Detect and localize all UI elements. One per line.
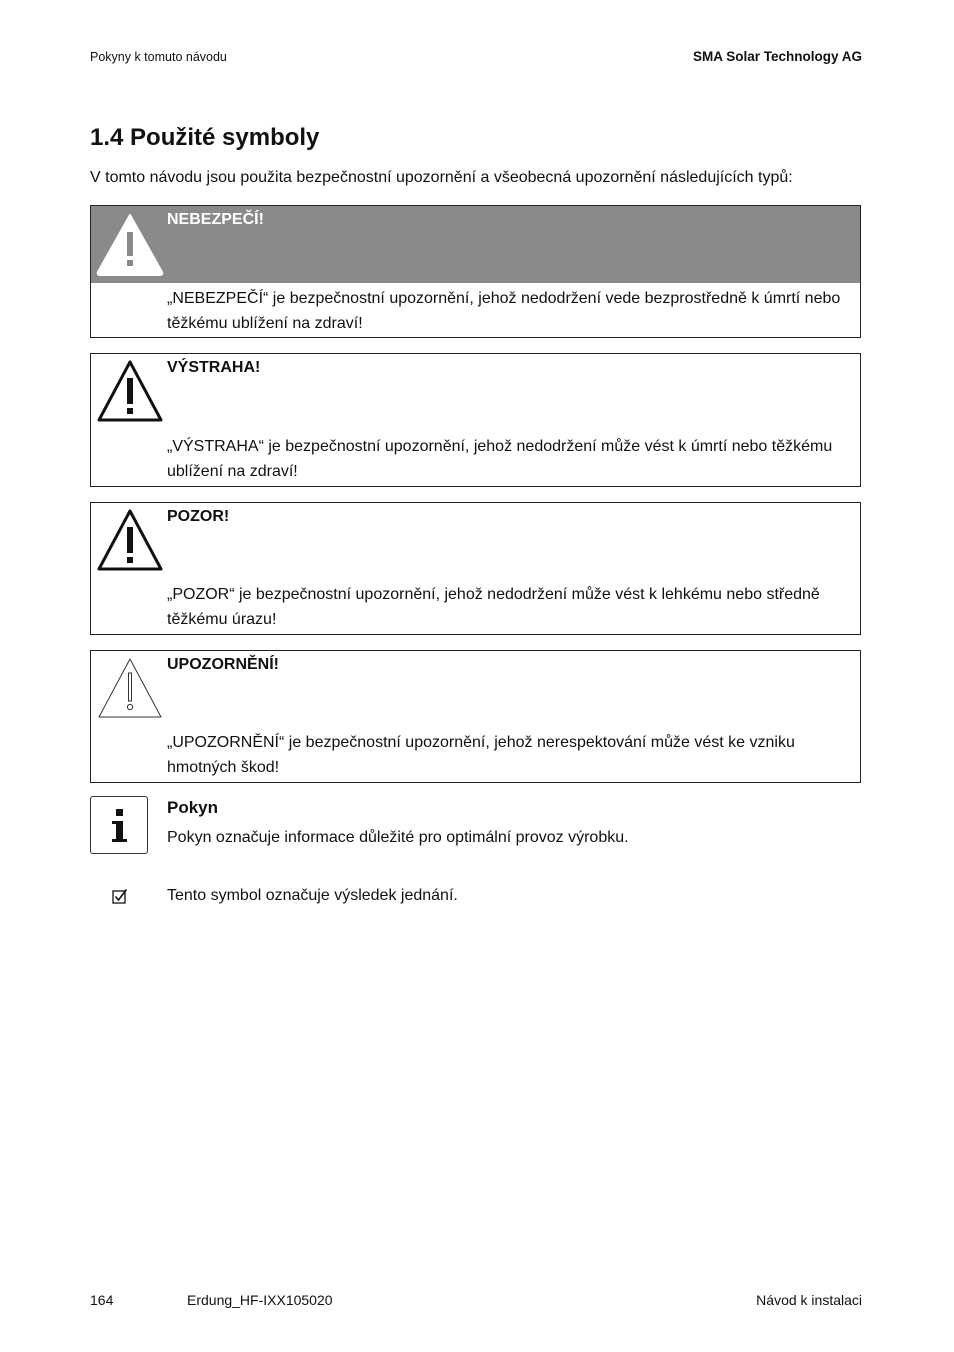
danger-band bbox=[91, 206, 860, 283]
footer-document-code: Erdung_HF-IXX105020 bbox=[187, 1292, 333, 1308]
section-title: 1.4 Použité symboly bbox=[90, 124, 320, 151]
warning-text: „VÝSTRAHA“ je bezpečnostní upozornění, jehož nedodržení může vést k úmrtí nebo těžkému ublížení na zdraví! bbox=[167, 438, 833, 480]
result-text: Tento symbol označuje výsledek jednání. bbox=[167, 887, 458, 904]
info-icon bbox=[90, 796, 148, 854]
warning-icon bbox=[95, 358, 165, 424]
section-intro: V tomto návodu jsou použita bezpečnostní upozornění a všeobecná upozornění následujících typů: bbox=[90, 169, 793, 186]
note-text: Pokyn označuje informace důležité pro optimální provoz výrobku. bbox=[167, 829, 629, 846]
caution-text: „POZOR“ je bezpečnostní upozornění, jehož nedodržení může vést k lehkému nebo středně těžkému úrazu! bbox=[167, 586, 820, 628]
danger-box bbox=[90, 205, 861, 338]
notice-heading: UPOZORNĚNÍ! bbox=[167, 656, 279, 673]
footer-document-type: Návod k instalaci bbox=[756, 1292, 862, 1308]
warning-heading: VÝSTRAHA! bbox=[167, 359, 261, 376]
info-note bbox=[90, 796, 861, 860]
warning-box bbox=[90, 353, 861, 487]
header-section-name: Pokyny k tomuto návodu bbox=[90, 50, 227, 64]
footer-page-number: 164 bbox=[90, 1292, 114, 1308]
caution-box bbox=[90, 502, 861, 635]
notice-icon bbox=[95, 655, 165, 721]
notice-text: „UPOZORNĚNÍ“ je bezpečnostní upozornění, jehož nerespektování může vést ke vzniku hmotných škod! bbox=[167, 734, 795, 776]
header-company: SMA Solar Technology AG bbox=[692, 49, 862, 64]
checkbox-check-icon bbox=[112, 888, 128, 904]
danger-text: „NEBEZPEČÍ“ je bezpečnostní upozornění, jehož nedodržení vede bezprostředně k úmrtí nebo těžkému ublížení na zdraví! bbox=[167, 290, 841, 332]
notice-box bbox=[90, 650, 861, 783]
note-heading: Pokyn bbox=[167, 798, 219, 817]
caution-heading: POZOR! bbox=[167, 508, 230, 525]
danger-heading: NEBEZPEČÍ! bbox=[167, 211, 264, 228]
caution-icon bbox=[95, 507, 165, 573]
danger-warning-icon bbox=[95, 210, 165, 276]
